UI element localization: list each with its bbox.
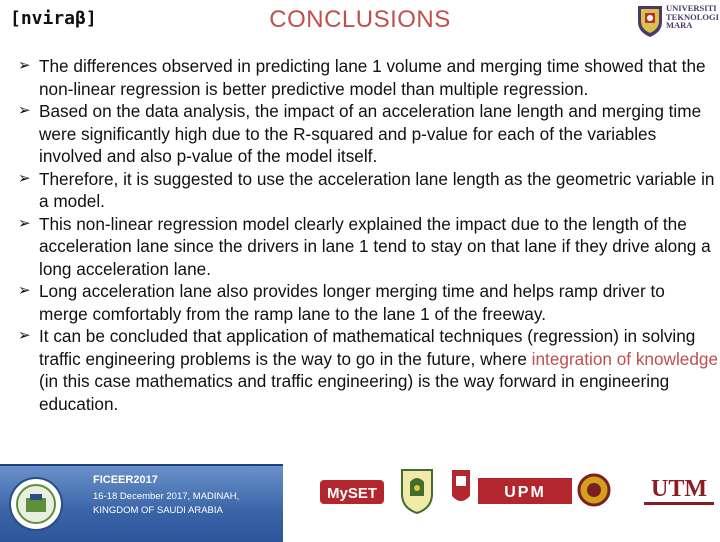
arrow-bullet-icon: ➢ xyxy=(18,327,31,344)
uitm-line-3: MARA xyxy=(666,20,693,31)
bullet-item xyxy=(18,168,718,213)
university-crest-logo xyxy=(398,468,436,514)
utm-label: UTM xyxy=(651,476,707,502)
bullet-text: The differences observed in predicting lane 1 volume and merging time showed that the non-linear regression is better predictive model than multiple regression. xyxy=(39,56,706,99)
ficeer-logo-icon xyxy=(8,476,64,532)
conclusion-list xyxy=(18,55,718,415)
bullet-text: Based on the data analysis, the impact of an acceleration lane length and merging time were significantly high due to the R-squared and p-value for each of the variables involved and also p-value of the model itself. xyxy=(39,101,702,166)
shield-crest-icon xyxy=(398,468,436,514)
myset-logo xyxy=(318,474,386,510)
conference-date xyxy=(93,490,278,518)
arrow-bullet-icon: ➢ xyxy=(18,57,31,74)
bullet-text-part: (in this case mathematics and traffic engineering) is the way forward in engineering education. xyxy=(39,371,670,414)
uitm-crest-icon xyxy=(636,4,664,38)
upm-label: UPM xyxy=(504,484,546,501)
bullet-item xyxy=(18,100,718,168)
envira-logo: [nviraβ] xyxy=(10,8,97,29)
uitm-line-1: UNIVERSITI xyxy=(666,3,717,13)
uitm-line-2: TEKNOLOGI xyxy=(666,11,719,22)
conference-band xyxy=(0,464,283,542)
arrow-bullet-icon: ➢ xyxy=(18,102,31,119)
upm-logo-icon xyxy=(448,466,613,512)
bullet-item xyxy=(18,280,718,325)
bullet-text-part: It can be concluded that application of mathematical techniques (regression) in solving traffic engineering problems is the way to go in the future, where xyxy=(39,326,696,369)
highlighted-phrase: integration of knowledge xyxy=(531,348,718,369)
uitm-logo xyxy=(636,3,719,44)
bullet-text: This non-linear regression model clearly explained the impact due to the length of the acceleration lane since the drivers in lane 1 tend to stay on that lane if they drive along a long acceleration lane. xyxy=(39,213,711,279)
conference-name: FICEER2017 xyxy=(93,474,158,486)
arrow-bullet-icon: ➢ xyxy=(18,169,31,187)
utm-logo-icon xyxy=(640,470,718,512)
bullet-text: Long acceleration lane also provides longer merging time and helps ramp driver to merge comfortably from the ramp lane to the lane 1 of the freeway. xyxy=(39,281,665,324)
bullet-text xyxy=(39,326,718,414)
conference-date-line-2: KINGDOM OF SAUDI ARABIA xyxy=(93,505,223,516)
upm-logo xyxy=(448,466,613,512)
slide-footer xyxy=(0,462,720,540)
bullet-item xyxy=(18,55,718,100)
slide-title: CONCLUSIONS xyxy=(269,6,451,33)
arrow-bullet-icon: ➢ xyxy=(18,214,31,232)
bullet-item xyxy=(18,325,718,415)
bullet-item xyxy=(18,213,718,281)
slide-header xyxy=(0,0,720,46)
utm-logo xyxy=(640,470,718,512)
myset-label: MySET xyxy=(326,485,378,502)
myset-logo-icon xyxy=(318,474,386,510)
conference-date-line-1: 16-18 December 2017, MADINAH, xyxy=(93,491,240,502)
bullet-text: Therefore, it is suggested to use the acceleration lane length as the geometric variable in a model. xyxy=(39,168,715,211)
arrow-bullet-icon: ➢ xyxy=(18,282,31,299)
